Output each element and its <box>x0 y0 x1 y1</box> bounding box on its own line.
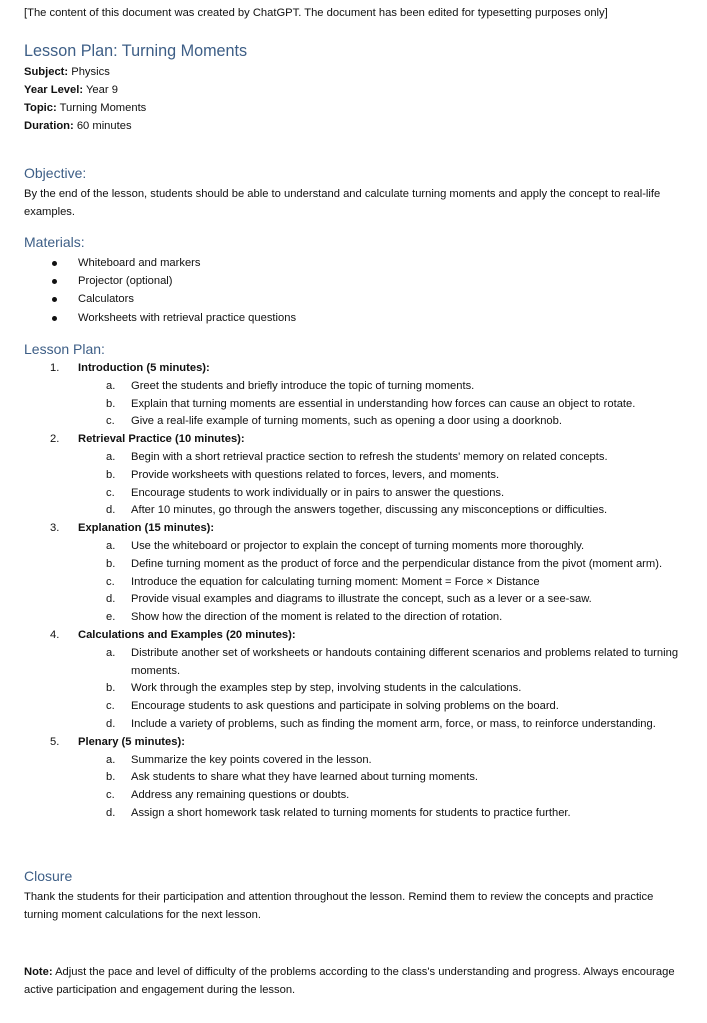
substep-text: Assign a short homework task related to turning moments for students to practice further. <box>131 806 571 819</box>
bullet-icon <box>52 297 57 302</box>
substep-text: Provide visual examples and diagrams to illustrate the concept, such as a lever or a see-saw. <box>131 593 592 606</box>
substep-letter: a. <box>106 379 116 392</box>
plan-substep <box>24 609 692 627</box>
step-title: Calculations and Examples (20 minutes): <box>78 628 296 641</box>
list-item-text: Calculators <box>78 293 134 306</box>
substep-letter: b. <box>106 397 116 410</box>
meta-value: Physics <box>71 66 110 78</box>
substep-text: Define turning moment as the product of force and the perpendicular distance from the pivot (moment arm). <box>131 557 663 570</box>
list-item <box>24 272 296 290</box>
page-title: Lesson Plan: Turning Moments <box>24 42 248 60</box>
substep-text: Address any remaining questions or doubts. <box>131 789 350 802</box>
substep-letter: d. <box>106 593 116 606</box>
plan-substep <box>24 378 692 396</box>
step-number: 4. <box>50 628 60 641</box>
plan-substep <box>24 467 692 485</box>
substep-letter: c. <box>106 486 115 499</box>
plan-substep <box>24 396 692 414</box>
step-title: Introduction (5 minutes): <box>78 362 210 374</box>
note-label: Note: <box>24 966 53 978</box>
plan-step <box>24 520 692 538</box>
materials-heading: Materials: <box>24 234 85 250</box>
plan-substep <box>24 538 692 556</box>
substep-text: Show how the direction of the moment is related to the direction of rotation. <box>131 611 503 624</box>
plan-step <box>24 431 692 449</box>
substep-text: Include a variety of problems, such as finding the moment arm, force, or mass, to reinforce understanding. <box>131 717 656 730</box>
plan-substep <box>24 449 692 467</box>
objective-heading: Objective: <box>24 165 87 181</box>
substep-letter: c. <box>106 575 115 588</box>
closure-heading: Closure <box>24 868 73 884</box>
list-item <box>24 290 296 308</box>
step-title: Retrieval Practice (10 minutes): <box>78 433 245 446</box>
meta-label: Topic: <box>24 102 57 114</box>
substep-text: Greet the students and briefly introduce the topic of turning moments. <box>131 379 475 392</box>
step-number: 2. <box>50 433 60 446</box>
lesson-meta <box>24 63 146 135</box>
meta-label: Subject: <box>24 66 69 78</box>
substep-letter: d. <box>106 717 116 730</box>
plan-substep <box>24 752 692 770</box>
meta-value: Year 9 <box>86 84 118 96</box>
substep-letter: e. <box>106 611 116 624</box>
substep-text: Summarize the key points covered in the lesson. <box>131 753 372 766</box>
list-item-text: Whiteboard and markers <box>78 257 201 269</box>
note <box>24 963 689 999</box>
substep-text: Work through the examples step by step, involving students in the calculations. <box>131 682 522 695</box>
step-number: 1. <box>50 362 60 374</box>
closure-text: Thank the students for their participation and attention throughout the lesson. Remind them to review the concepts and practice turning moment calculations for the next lesson. <box>24 891 654 921</box>
substep-letter: a. <box>106 539 116 552</box>
plan-substep <box>24 574 692 592</box>
substep-letter: a. <box>106 450 116 463</box>
substep-letter: a. <box>106 753 116 766</box>
plan-substep <box>24 805 692 823</box>
plan-substep <box>24 591 692 609</box>
substep-letter: b. <box>106 682 116 695</box>
substep-text: Begin with a short retrieval practice section to refresh the students' memory on related concepts. <box>131 450 608 463</box>
note-text: Adjust the pace and level of difficulty of the problems according to the class's understanding and progress. Always encourage active participation and engagement during the lesson. <box>24 966 675 996</box>
meta-topic <box>24 99 146 117</box>
step-number: 5. <box>50 735 60 748</box>
disclaimer: [The content of this document was created by ChatGPT. The document has been edited for typesetting purposes only] <box>24 7 608 19</box>
substep-text: Provide worksheets with questions related to forces, levers, and moments. <box>131 468 500 481</box>
list-item <box>24 254 296 272</box>
plan-substep <box>24 413 692 431</box>
substep-letter: d. <box>106 806 116 819</box>
substep-text: Encourage students to ask questions and participate in solving problems on the board. <box>131 700 559 713</box>
substep-text: Distribute another set of worksheets or handouts containing different scenarios and problems related to turning moments. <box>131 646 679 677</box>
substep-text: Ask students to share what they have learned about turning moments. <box>131 771 479 784</box>
plan-substep <box>24 787 692 805</box>
plan-substep <box>24 769 692 787</box>
bullet-icon <box>52 316 57 321</box>
meta-duration <box>24 117 146 135</box>
objective-text: By the end of the lesson, students should be able to understand and calculate turning moments and apply the concept to real-life examples. <box>24 188 661 218</box>
substep-text: Give a real-life example of turning moments, such as opening a door using a doorknob. <box>131 415 562 428</box>
meta-value: 60 minutes <box>76 120 132 132</box>
bullet-icon <box>52 279 57 284</box>
substep-text: Use the whiteboard or projector to explain the concept of turning moments more thoroughly. <box>131 539 585 552</box>
lesson-plan-list <box>24 360 692 823</box>
step-number: 3. <box>50 522 60 535</box>
plan-substep <box>24 716 692 734</box>
meta-value: Turning Moments <box>59 102 147 114</box>
substep-letter: a. <box>106 646 116 659</box>
substep-letter: b. <box>106 468 116 481</box>
meta-year-level <box>24 81 146 99</box>
substep-letter: c. <box>106 789 115 802</box>
list-item <box>24 309 296 327</box>
substep-text: Explain that turning moments are essential in understanding how forces can cause an object to rotate. <box>131 397 636 410</box>
substep-letter: b. <box>106 771 116 784</box>
plan-substep <box>24 485 692 503</box>
meta-label: Duration: <box>24 120 74 132</box>
step-title: Plenary (5 minutes): <box>78 735 185 748</box>
bullet-icon <box>52 261 57 266</box>
substep-letter: d. <box>106 504 116 517</box>
meta-label: Year Level: <box>24 84 84 96</box>
list-item-text: Worksheets with retrieval practice questions <box>78 311 297 324</box>
meta-subject <box>24 63 146 81</box>
plan-substep <box>24 645 692 681</box>
substep-letter: c. <box>106 415 115 428</box>
plan-substep <box>24 502 692 520</box>
substep-letter: b. <box>106 557 116 570</box>
step-title: Explanation (15 minutes): <box>78 522 215 535</box>
plan-substep <box>24 680 692 698</box>
plan-step <box>24 734 692 752</box>
substep-text: After 10 minutes, go through the answers together, discussing any misconceptions or difficulties. <box>131 504 608 517</box>
plan-substep <box>24 556 692 574</box>
plan-step <box>24 627 692 645</box>
materials-list <box>24 254 296 327</box>
substep-text: Introduce the equation for calculating turning moment: Moment = Force × Distance <box>131 575 540 588</box>
plan-step <box>24 360 692 378</box>
substep-letter: c. <box>106 700 115 713</box>
lesson-plan-heading: Lesson Plan: <box>24 341 105 357</box>
substep-text: Encourage students to work individually or in pairs to answer the questions. <box>131 486 505 499</box>
list-item-text: Projector (optional) <box>78 275 173 288</box>
plan-substep <box>24 698 692 716</box>
